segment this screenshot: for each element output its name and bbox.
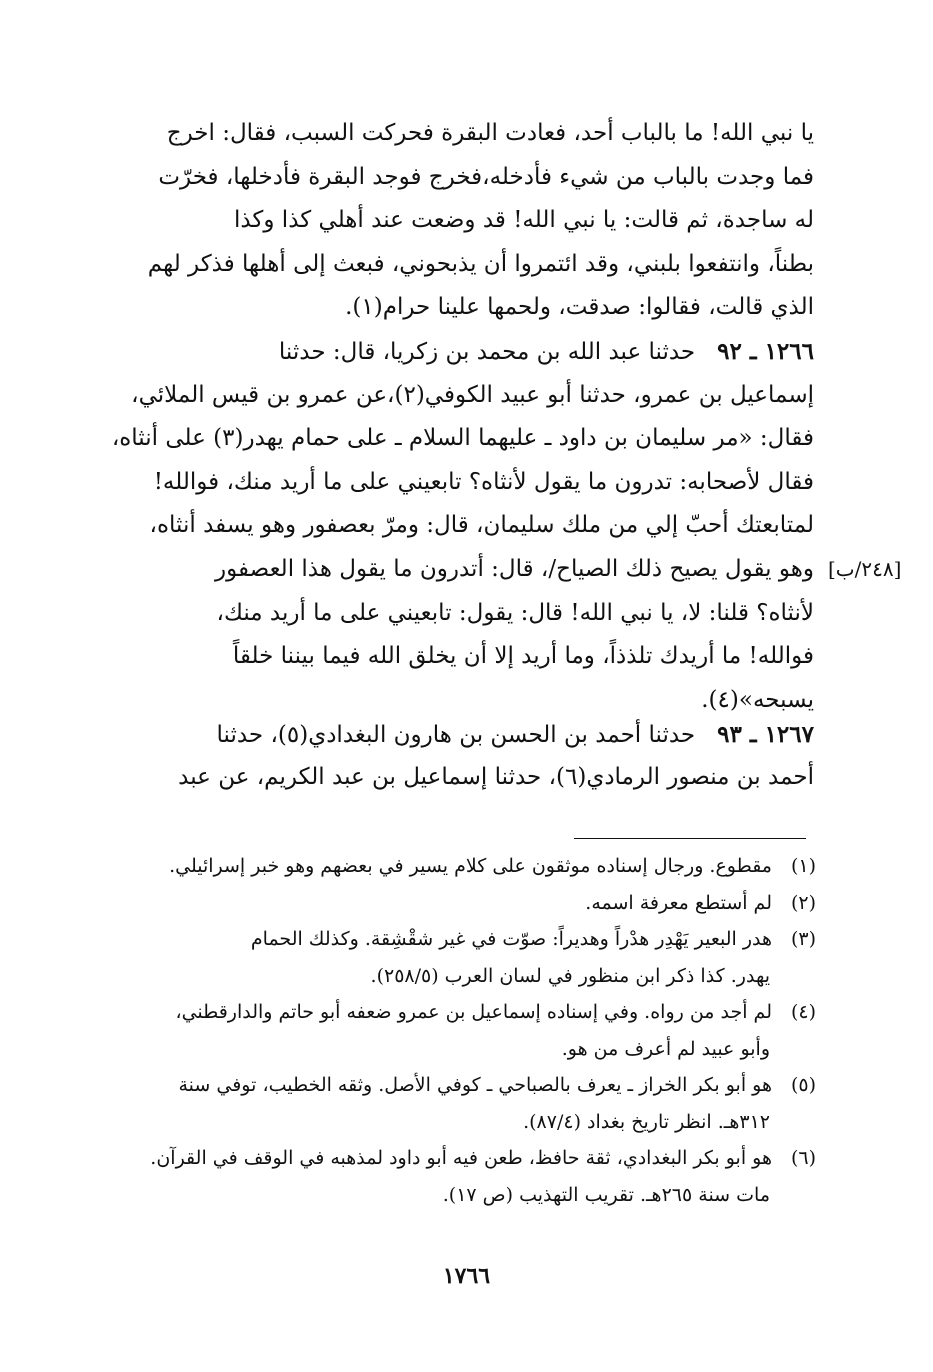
text-line: فقال: «مر سليمان بن داود ـ عليهما السلام ـ على حمام يهدر(٣) على أنثاه، — [111, 425, 814, 452]
hadith-heading-1267 — [104, 713, 814, 757]
footnote-number: (١) — [790, 855, 816, 877]
footnote-text: لم أستطع معرفة اسمه. — [585, 891, 772, 914]
footnote-5 — [104, 1067, 816, 1140]
footnote-number: (٢) — [790, 891, 816, 914]
footnotes — [104, 848, 816, 1213]
footnote-6 — [104, 1140, 816, 1213]
text-line: فقال لأصحابه: تدرون ما يقول لأنثاه؟ تابعيني على ما أريد منك، فوالله! — [153, 468, 814, 495]
hadith-number: ١٢٦٧ ـ ٩٣ — [717, 720, 814, 748]
text-line: لمتابعتك أحبّ إلي من ملك سليمان، قال: ومرّ بعصفور وهو يسفد أنثاه، — [149, 512, 814, 539]
text-line: إسماعيل بن عمرو، حدثنا أبو عبيد الكوفي(٢)،عن عمرو بن قيس الملائي، — [131, 381, 814, 408]
main-text — [104, 112, 814, 800]
footnote-text: هو أبو بكر البغدادي، ثقة حافظ، طعن فيه أبو داود لمذهبه في الوقف في القرآن. — [150, 1147, 772, 1169]
footnote-number: (٦) — [790, 1147, 816, 1169]
footnote-text: مات سنة ٢٦٥هـ. تقريب التهذيب (ص ١٧). — [442, 1183, 770, 1206]
margin-manuscript-reference: [٢٤٨/ب] — [828, 557, 902, 581]
footnote-text: هدر البعير يَهْدِر هدْراً وهديراً: صوّت في غير شقْشِقة. وكذلك الحمام — [250, 928, 772, 950]
footnote-text: وأبو عبيد لم أعرف من هو. — [561, 1037, 770, 1060]
footnote-text: يهدر. كذا ذكر ابن منظور في لسان العرب (٢٥٨/٥). — [370, 964, 770, 987]
footnote-number: (٤) — [790, 1001, 816, 1023]
text-line: له ساجدة، ثم قالت: يا نبي الله! قد وضعت عند أهلي كذا وكذا — [233, 207, 814, 234]
footnote-text: هو أبو بكر الخراز ـ يعرف بالصباحي ـ كوفي الأصل. وثقه الخطيب، توفي سنة — [178, 1074, 772, 1096]
footnote-text: ٣١٢هـ. انظر تاريخ بغداد (٨٧/٤). — [523, 1110, 770, 1133]
footnote-3 — [104, 921, 816, 994]
text-line: أحمد بن منصور الرمادي(٦)، حدثنا إسماعيل بن عبد الكريم، عن عبد — [178, 764, 814, 791]
page-number: ١٧٦٦ — [442, 1263, 491, 1289]
hadith-number: ١٢٦٦ ـ ٩٢ — [717, 337, 814, 365]
footnote-2 — [104, 885, 816, 922]
hadith-first-line: حدثنا أحمد بن الحسن بن هارون البغدادي(٥)، حدثنا — [216, 721, 696, 748]
text-line: فوالله! ما أريدك تلذذاً، وما أريد إلا أن يخلق الله فيما بيننا خلقاً — [232, 643, 814, 670]
footnote-text: لم أجد من رواه. وفي إسناده إسماعيل بن عمرو ضعفه أبو حاتم والدارقطني، — [175, 1001, 772, 1023]
footnote-separator — [574, 838, 806, 839]
footnote-1 — [104, 848, 816, 885]
hadith-first-line: حدثنا عبد الله بن محمد بن زكريا، قال: حدثنا — [278, 338, 696, 365]
text-line: يا نبي الله! ما بالباب أحد، فعادت البقرة فحركت السبب، فقال: اخرج — [166, 120, 814, 146]
text-line: يسبحه»(٤). — [701, 686, 814, 713]
footnote-text: مقطوع. ورجال إسناده موثقون على كلام يسير في بعضهم وهو خبر إسرائيلي. — [169, 855, 772, 877]
hadith-heading-1266 — [104, 330, 814, 374]
text-line: وهو يقول يصيح ذلك الصياح/، قال: أتدرون ما يقول هذا العصفور — [215, 555, 814, 582]
text-line: لأنثاه؟ قلنا: لا، يا نبي الله! قال: يقول: تابعيني على ما أريد منك، — [216, 599, 814, 626]
text-line: الذي قالت، فقالوا: صدقت، ولحمها علينا حرام(١). — [345, 294, 814, 321]
footnote-4 — [104, 994, 816, 1067]
footnote-number: (٥) — [790, 1074, 816, 1096]
footnote-number: (٣) — [790, 928, 816, 950]
text-line: بطناً، وانتفعوا بلبني، وقد ائتمروا أن يذبحوني، فبعث إلى أهلها فذكر لهم — [147, 250, 814, 277]
text-line: فما وجدت بالباب من شيء فأدخله،فخرج فوجد البقرة فأدخلها، فخرّت — [158, 163, 814, 190]
